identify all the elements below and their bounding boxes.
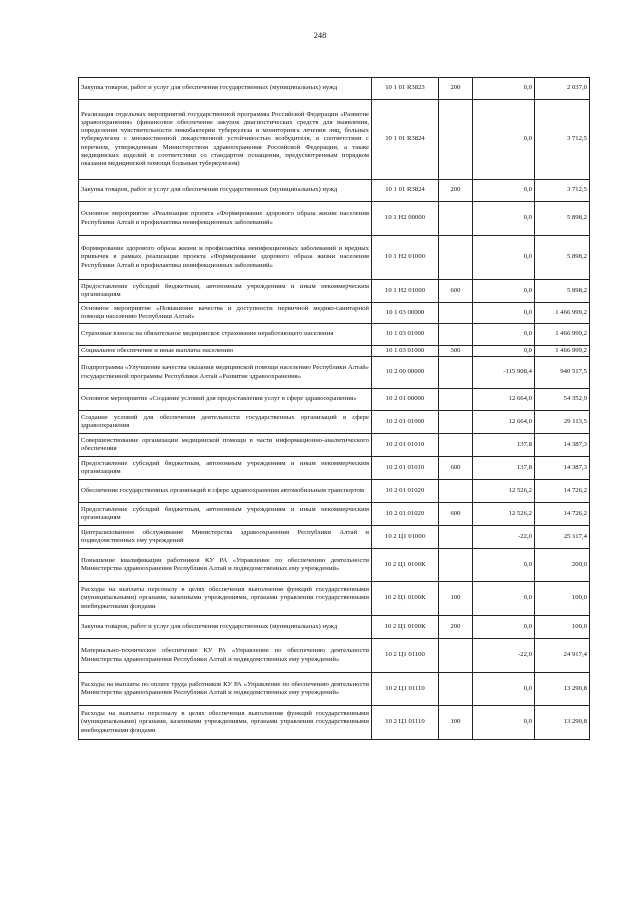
row-name: Закупка товаров, работ и услуг для обеспечения государственных (муниципальных) нужд <box>79 78 372 100</box>
row-change-amount: 137,8 <box>473 457 535 480</box>
row-total-amount: 14 726,2 <box>535 503 590 526</box>
row-expense-type: 600 <box>439 457 473 480</box>
table-row <box>79 411 590 434</box>
row-change-amount: 12 526,2 <box>473 503 535 526</box>
row-change-amount: 12 664,0 <box>473 389 535 411</box>
table-row <box>79 706 590 740</box>
row-code: 10 2 Ц1 01000 <box>372 526 439 549</box>
row-code: 10 2 01 01020 <box>372 480 439 503</box>
row-change-amount: 0,0 <box>473 706 535 740</box>
table-row <box>79 434 590 457</box>
row-name: Расходы на выплаты персоналу в целях обеспечения выполнения функций государственными (муниципальными) органами, казенными учреждениями, органами управления государственными внебюджетными фондами <box>79 706 372 740</box>
row-total-amount: 54 352,9 <box>535 389 590 411</box>
row-code: 10 1 03 01000 <box>372 324 439 346</box>
row-code: 10 2 Ц1 01100 <box>372 639 439 673</box>
table-row <box>79 457 590 480</box>
row-total-amount: 29 113,5 <box>535 411 590 434</box>
row-total-amount: 5 898,2 <box>535 236 590 280</box>
table-row <box>79 480 590 503</box>
row-expense-type <box>439 434 473 457</box>
row-code: 10 2 01 01000 <box>372 411 439 434</box>
row-name: Создание условий для обеспечения деятельности государственных организаций в сфере здравоохранения <box>79 411 372 434</box>
row-code: 10 2 Ц1 0100К <box>372 616 439 639</box>
row-code: 10 1 01 R3824 <box>372 180 439 202</box>
row-change-amount: 0,0 <box>473 202 535 236</box>
row-total-amount: 5 898,2 <box>535 280 590 303</box>
row-name: Предоставление субсидий бюджетным, автономным учреждениям и иным некоммерческим организациям <box>79 503 372 526</box>
row-name: Совершенствование организации медицинской помощи в части информационно-аналитического обеспечения <box>79 434 372 457</box>
row-expense-type <box>439 411 473 434</box>
table-row <box>79 324 590 346</box>
row-name: Централизованное обслуживание Министерства здравоохранения Республики Алтай и подведомственных ему учреждений <box>79 526 372 549</box>
row-expense-type <box>439 389 473 411</box>
row-total-amount: 24 917,4 <box>535 639 590 673</box>
row-change-amount: 0,0 <box>473 582 535 616</box>
row-change-amount: 12 664,0 <box>473 411 535 434</box>
row-total-amount: 14 726,2 <box>535 480 590 503</box>
row-change-amount: -22,0 <box>473 639 535 673</box>
row-total-amount: 940 517,5 <box>535 357 590 389</box>
row-name: Социальное обеспечение и иные выплаты населению <box>79 346 372 357</box>
row-expense-type: 300 <box>439 346 473 357</box>
row-expense-type: 600 <box>439 280 473 303</box>
table-row <box>79 346 590 357</box>
row-expense-type: 100 <box>439 706 473 740</box>
row-change-amount: 0,0 <box>473 346 535 357</box>
row-expense-type <box>439 549 473 582</box>
row-expense-type <box>439 236 473 280</box>
row-name: Реализация отдельных мероприятий государственной программы Российской Федерации «Развитие здравоохранения» (финансовое обеспечение закупок диагностических средств для выявления, определения чувствительности микобактерии туберкулеза и мониторинга лечения лиц, больных туберкулезом с множественной лекарственной устойчивостью возбудителя, в соответствии с перечнем, утвержденным Министерством здравоохранения Российской Федерации, а также медицинских изделий в соответствии со стандартом оснащения, предусмотренным порядком оказания медицинской помощи больным туберкулезом) <box>79 100 372 180</box>
row-name: Основное мероприятие «Создание условий для предоставления услуг в сфере здравоохранения» <box>79 389 372 411</box>
row-change-amount: -115 908,4 <box>473 357 535 389</box>
row-change-amount: 0,0 <box>473 236 535 280</box>
row-change-amount: 0,0 <box>473 549 535 582</box>
row-code: 10 1 Н2 01000 <box>372 280 439 303</box>
row-expense-type <box>439 303 473 324</box>
row-code: 10 1 01 R3824 <box>372 100 439 180</box>
row-total-amount: 1 466 999,2 <box>535 303 590 324</box>
row-code: 10 2 Ц1 0100К <box>372 582 439 616</box>
row-code: 10 2 Ц1 01110 <box>372 706 439 740</box>
table-row <box>79 236 590 280</box>
table-row <box>79 526 590 549</box>
row-total-amount: 25 117,4 <box>535 526 590 549</box>
row-total-amount: 3 712,5 <box>535 100 590 180</box>
row-total-amount: 2 037,0 <box>535 78 590 100</box>
row-code: 10 1 03 01000 <box>372 346 439 357</box>
row-code: 10 1 01 R3823 <box>372 78 439 100</box>
row-expense-type <box>439 673 473 706</box>
table-row <box>79 280 590 303</box>
row-name: Формирование здорового образа жизни и профилактика неинфекционных заболеваний и вредных привычек в рамках реализации проекта «Формирование здорового образа жизни населения Республики Алтай и профилактика неинфекционных заболеваний» <box>79 236 372 280</box>
row-change-amount: 0,0 <box>473 280 535 303</box>
row-total-amount: 100,0 <box>535 616 590 639</box>
table-row <box>79 389 590 411</box>
budget-table <box>78 77 590 740</box>
row-name: Расходы на выплаты персоналу в целях обеспечения выполнения функций государственными (муниципальными) органами, казенными учреждениями, органами управления государственными внебюджетными фондами <box>79 582 372 616</box>
table-row <box>79 616 590 639</box>
row-name: Обеспечение государственных организаций в сфере здравоохранения автомобильным транспортом <box>79 480 372 503</box>
row-change-amount: 137,8 <box>473 434 535 457</box>
row-total-amount: 3 712,5 <box>535 180 590 202</box>
table-row <box>79 78 590 100</box>
row-name: Предоставление субсидий бюджетным, автономным учреждениям и иным некоммерческим организациям <box>79 457 372 480</box>
row-change-amount: 0,0 <box>473 303 535 324</box>
row-change-amount: 0,0 <box>473 100 535 180</box>
row-total-amount: 5 898,2 <box>535 202 590 236</box>
row-change-amount: 0,0 <box>473 324 535 346</box>
page-number: 248 <box>313 30 327 40</box>
row-name: Основное мероприятие «Повышение качества и доступности первичной медико-санитарной помощи населению Республики Алтай» <box>79 303 372 324</box>
row-total-amount: 1 466 999,2 <box>535 346 590 357</box>
table-row <box>79 673 590 706</box>
row-code: 10 1 Н2 01000 <box>372 236 439 280</box>
row-name: Подпрограмма «Улучшение качества оказания медицинской помощи населению Республики Алтай» государственной программы Республики Алтай «Развитие здравоохранения» <box>79 357 372 389</box>
row-expense-type <box>439 526 473 549</box>
row-total-amount: 1 466 999,2 <box>535 324 590 346</box>
row-change-amount: -22,0 <box>473 526 535 549</box>
row-change-amount: 0,0 <box>473 180 535 202</box>
row-expense-type <box>439 202 473 236</box>
row-total-amount: 13 290,8 <box>535 706 590 740</box>
table-row <box>79 202 590 236</box>
row-total-amount: 200,0 <box>535 549 590 582</box>
row-code: 10 2 01 01020 <box>372 503 439 526</box>
row-expense-type: 200 <box>439 78 473 100</box>
row-name: Предоставление субсидий бюджетным, автономным учреждениям и иным некоммерческим организациям <box>79 280 372 303</box>
row-change-amount: 0,0 <box>473 78 535 100</box>
row-expense-type: 100 <box>439 582 473 616</box>
row-expense-type <box>439 480 473 503</box>
row-code: 10 1 03 00000 <box>372 303 439 324</box>
row-name: Страховые взносы на обязательное медицинское страхование неработающего населения <box>79 324 372 346</box>
row-expense-type: 200 <box>439 180 473 202</box>
row-change-amount: 0,0 <box>473 616 535 639</box>
row-code: 10 2 01 01010 <box>372 457 439 480</box>
row-total-amount: 100,0 <box>535 582 590 616</box>
row-total-amount: 14 387,3 <box>535 434 590 457</box>
row-name: Расходы на выплаты по оплате труда работников КУ РА «Управление по обеспечению деятельности Министерства здравоохранения Республики Алтай и подведомственных ему учреждений» <box>79 673 372 706</box>
table-row <box>79 180 590 202</box>
table-row <box>79 503 590 526</box>
row-name: Основное мероприятие «Реализация проекта «Формирование здорового образа жизни населения Республики Алтай и профилактика неинфекционных заболеваний» <box>79 202 372 236</box>
row-expense-type <box>439 639 473 673</box>
row-total-amount: 13 290,8 <box>535 673 590 706</box>
row-code: 10 1 Н2 00000 <box>372 202 439 236</box>
row-expense-type: 200 <box>439 616 473 639</box>
row-expense-type: 600 <box>439 503 473 526</box>
row-name: Закупка товаров, работ и услуг для обеспечения государственных (муниципальных) нужд <box>79 616 372 639</box>
row-expense-type <box>439 357 473 389</box>
row-change-amount: 0,0 <box>473 673 535 706</box>
table-row <box>79 100 590 180</box>
row-change-amount: 12 526,2 <box>473 480 535 503</box>
table-row <box>79 582 590 616</box>
row-expense-type <box>439 100 473 180</box>
table-row <box>79 639 590 673</box>
row-name: Материально-техническое обеспечение КУ РА «Управление по обеспечению деятельности Министерства здравоохранения Республики Алтай и подведомственных ему учреждений» <box>79 639 372 673</box>
table-row <box>79 549 590 582</box>
row-code: 10 2 01 01010 <box>372 434 439 457</box>
row-code: 10 2 01 00000 <box>372 389 439 411</box>
table-row <box>79 357 590 389</box>
row-total-amount: 14 387,3 <box>535 457 590 480</box>
row-name: Закупка товаров, работ и услуг для обеспечения государственных (муниципальных) нужд <box>79 180 372 202</box>
table-row <box>79 303 590 324</box>
row-expense-type <box>439 324 473 346</box>
row-code: 10 2 Ц1 0100К <box>372 549 439 582</box>
row-name: Повышение квалификации работников КУ РА «Управление по обеспечению деятельности Министерства здравоохранения Республики Алтай и подведомственных ему учреждений» <box>79 549 372 582</box>
row-code: 10 2 Ц1 01110 <box>372 673 439 706</box>
row-code: 10 2 00 00000 <box>372 357 439 389</box>
